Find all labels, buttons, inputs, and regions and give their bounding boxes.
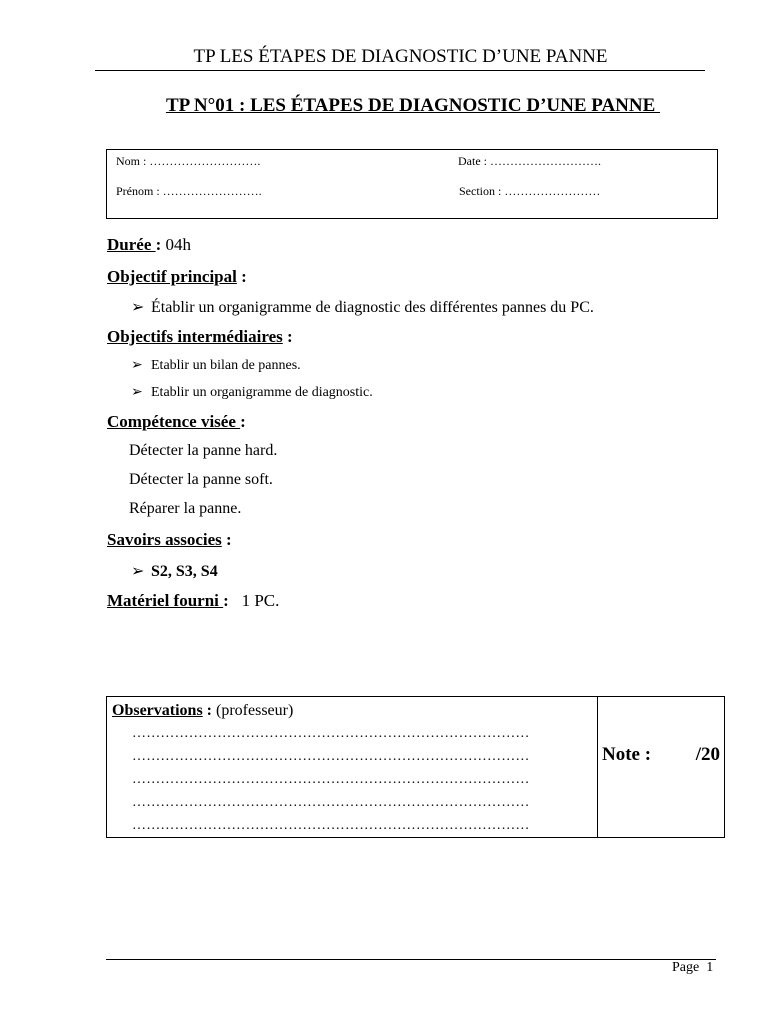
observations-table xyxy=(106,696,725,838)
observations-value: (professeur) xyxy=(216,702,294,719)
page-label: Page xyxy=(672,960,700,975)
materiel-value: 1 PC. xyxy=(233,591,280,610)
document-title xyxy=(96,95,730,117)
competence-item: Détecter la panne hard. xyxy=(129,442,278,459)
observation-line: ………………………………………………………………………… xyxy=(132,726,530,741)
footer-rule xyxy=(106,959,716,960)
duree-heading xyxy=(107,235,191,255)
date-field: Date : ………………………. xyxy=(458,154,601,168)
arrow-bullet-icon: ➢ xyxy=(131,299,145,316)
observations-colon: : xyxy=(202,702,216,719)
page-number-value: 1 xyxy=(706,960,714,975)
observation-line: ………………………………………………………………………… xyxy=(132,818,530,833)
objectif-principal-label: Objectif principal xyxy=(107,267,237,286)
arrow-bullet-icon: ➢ xyxy=(131,358,143,373)
page-number xyxy=(672,960,713,976)
list-item xyxy=(131,384,373,401)
savoirs-label: Savoirs associes xyxy=(107,530,222,549)
competence-item: Réparer la panne. xyxy=(129,500,242,517)
objectifs-intermediaires-label: Objectifs intermédiaires xyxy=(107,327,283,346)
student-info-box xyxy=(106,149,718,219)
objectifs-intermediaires-colon: : xyxy=(282,327,293,346)
duree-value: 04h xyxy=(165,235,192,254)
observations-heading xyxy=(112,702,293,720)
prenom-field: Prénom : ……………………. xyxy=(116,184,262,198)
objectif-principal-heading xyxy=(107,267,247,287)
materiel-colon: : xyxy=(223,591,234,610)
competence-colon: : xyxy=(240,412,246,431)
duree-colon: : xyxy=(155,235,166,254)
list-item-text: Etablir un organigramme de diagnostic. xyxy=(151,385,373,400)
arrow-bullet-icon: ➢ xyxy=(131,563,145,580)
note-label: Note : xyxy=(602,744,652,765)
duree-label: Durée xyxy=(107,235,156,254)
note-value: /20 xyxy=(695,744,720,765)
objectif-principal-colon: : xyxy=(236,267,247,286)
materiel-label: Matériel fourni xyxy=(107,591,224,610)
objectifs-intermediaires-heading xyxy=(107,327,293,347)
observation-line: ………………………………………………………………………… xyxy=(132,772,530,787)
nom-field: Nom : ………………………. xyxy=(116,154,261,168)
observation-line: ………………………………………………………………………… xyxy=(132,795,530,810)
document-title-text: TP N°01 : LES ÉTAPES DE DIAGNOSTIC D’UNE PANNE xyxy=(165,95,661,116)
list-item-text: Établir un organigramme de diagnostic des différentes pannes du PC. xyxy=(151,299,594,316)
savoirs-colon: : xyxy=(221,530,232,549)
arrow-bullet-icon: ➢ xyxy=(131,385,143,400)
header-rule xyxy=(95,70,705,71)
materiel-heading xyxy=(107,591,279,611)
observations-cell xyxy=(107,697,598,837)
list-item xyxy=(131,297,594,317)
running-header: TP LES ÉTAPES DE DIAGNOSTIC D’UNE PANNE xyxy=(193,46,608,67)
competence-heading xyxy=(107,412,246,432)
list-item xyxy=(131,561,218,581)
observation-line: ………………………………………………………………………… xyxy=(132,749,530,764)
competence-label: Compétence visée xyxy=(107,412,241,431)
section-field: Section : …………………… xyxy=(459,184,601,198)
list-item-text: Etablir un bilan de pannes. xyxy=(151,358,301,373)
observations-label: Observations xyxy=(112,702,203,719)
competence-item: Détecter la panne soft. xyxy=(129,471,273,488)
list-item-text: S2, S3, S4 xyxy=(151,563,218,580)
list-item xyxy=(131,357,301,374)
savoirs-heading xyxy=(107,530,232,550)
